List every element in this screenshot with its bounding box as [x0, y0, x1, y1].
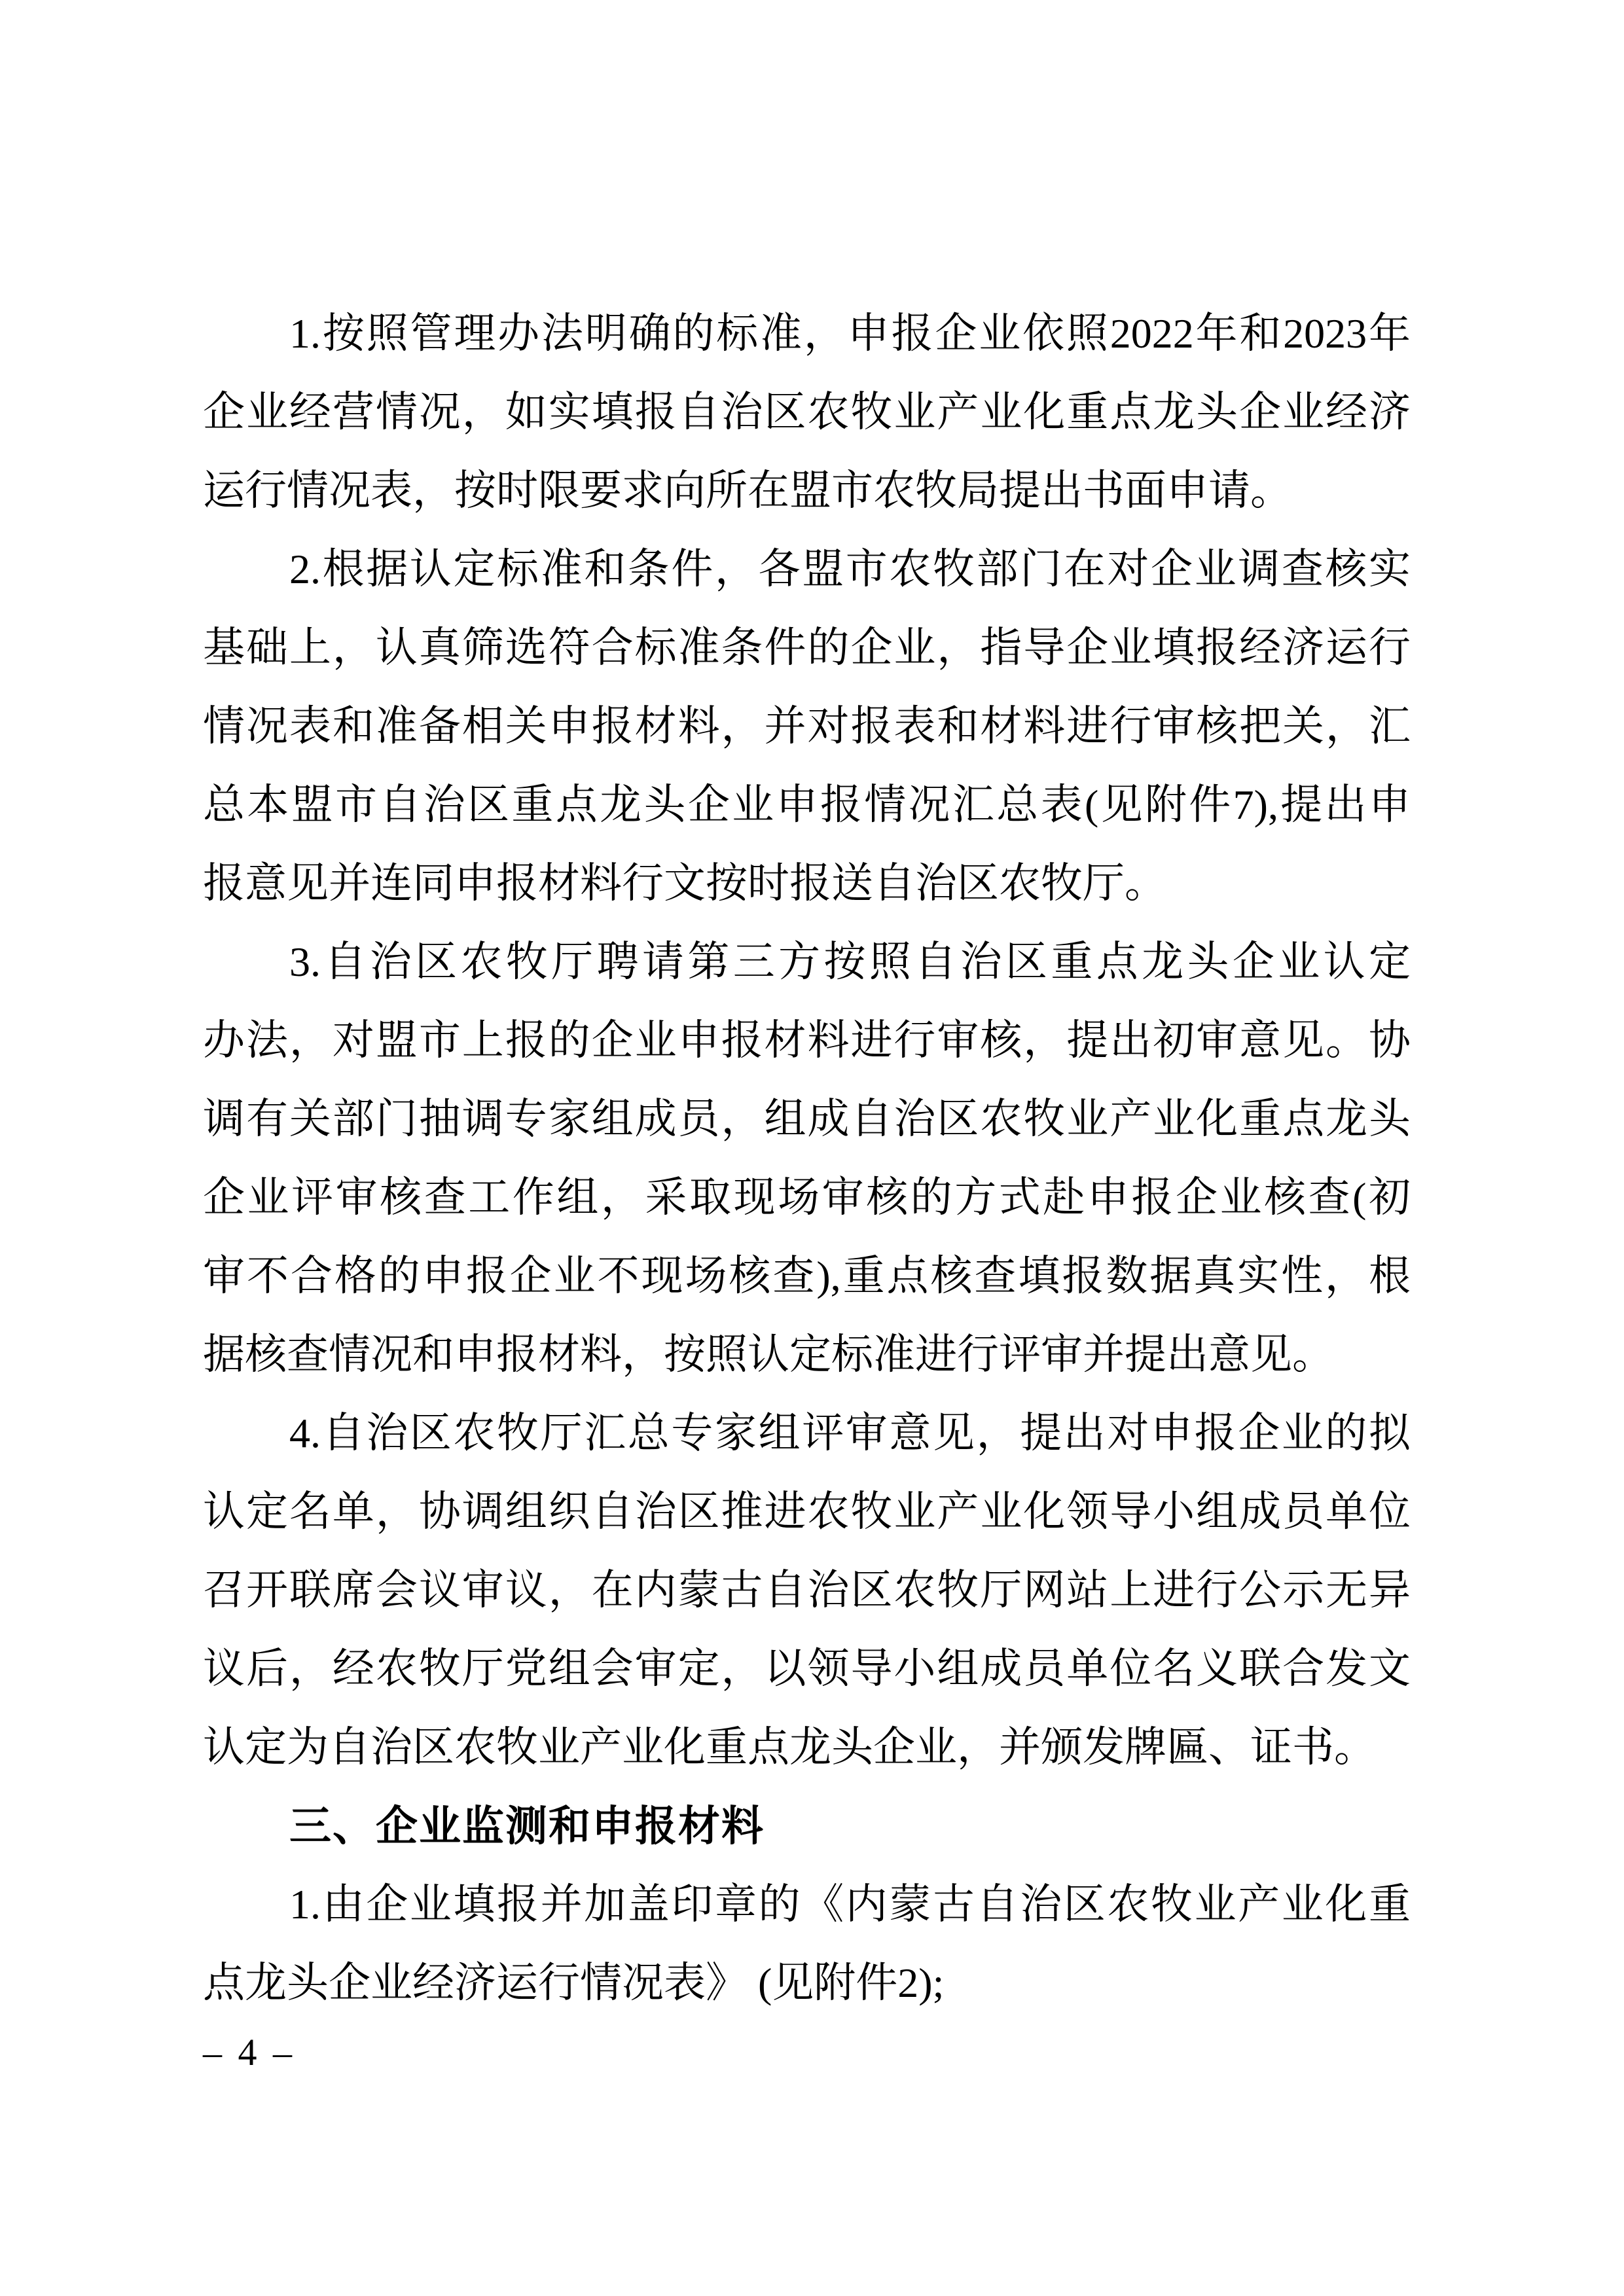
- paragraph-line: 据核查情况和申报材料，按照认定标准进行评审并提出意见。: [203, 1331, 1334, 1378]
- paragraph-line: 认定为自治区农牧业产业化重点龙头企业，并颁发牌匾、证书。: [203, 1724, 1376, 1770]
- paragraph-line: 点龙头企业经济运行情况表》 (见附件2);: [203, 1960, 945, 2006]
- paragraph-line: 企业评审核查工作组，采取现场审核的方式赴申报企业核查(初: [203, 1174, 1411, 1221]
- paragraph-line: 总本盟市自治区重点龙头企业申报情况汇总表(见附件7),提出申: [203, 781, 1411, 828]
- paragraph-line: 2.根据认定标准和条件，各盟市农牧部门在对企业调查核实: [289, 546, 1411, 592]
- paragraph-line: 审不合格的申报企业不现场核查),重点核查填报数据真实性，根: [203, 1253, 1411, 1299]
- paragraph-line: 议后，经农牧厅党组会审定，以领导小组成员单位名义联合发文: [203, 1645, 1411, 1692]
- document-body: [203, 295, 1411, 2022]
- paragraph-line: 认定名单，协调组织自治区推进农牧业产业化领导小组成员单位: [203, 1488, 1411, 1535]
- paragraph-line: 4.自治区农牧厅汇总专家组评审意见，提出对申报企业的拟: [289, 1410, 1411, 1456]
- page-number: – 4 –: [203, 2031, 292, 2073]
- paragraph-line: 企业经营情况，如实填报自治区农牧业产业化重点龙头企业经济: [203, 389, 1411, 435]
- paragraph-line: 3.自治区农牧厅聘请第三方按照自治区重点龙头企业认定: [289, 939, 1411, 985]
- section-heading: 三、企业监测和申报材料: [289, 1803, 765, 1850]
- paragraph-line: 调有关部门抽调专家组成员，组成自治区农牧业产业化重点龙头: [203, 1096, 1411, 1142]
- paragraph-line: 基础上，认真筛选符合标准条件的企业，指导企业填报经济运行: [203, 624, 1411, 671]
- paragraph-line: 运行情况表，按时限要求向所在盟市农牧局提出书面申请。: [203, 467, 1292, 514]
- paragraph-line: 报意见并连同申报材料行文按时报送自治区农牧厅。: [203, 860, 1166, 906]
- paragraph-line: 情况表和准备相关申报材料，并对报表和材料进行审核把关，汇: [203, 703, 1411, 749]
- paragraph-line: 办法，对盟市上报的企业申报材料进行审核，提出初审意见。协: [203, 1017, 1411, 1064]
- paragraph-line: 1.按照管理办法明确的标准，申报企业依照2022年和2023年: [289, 310, 1411, 357]
- paragraph-line: 1.由企业填报并加盖印章的《内蒙古自治区农牧业产业化重: [289, 1881, 1411, 1928]
- paragraph-line: 召开联席会议审议，在内蒙古自治区农牧厅网站上进行公示无异: [203, 1567, 1411, 1613]
